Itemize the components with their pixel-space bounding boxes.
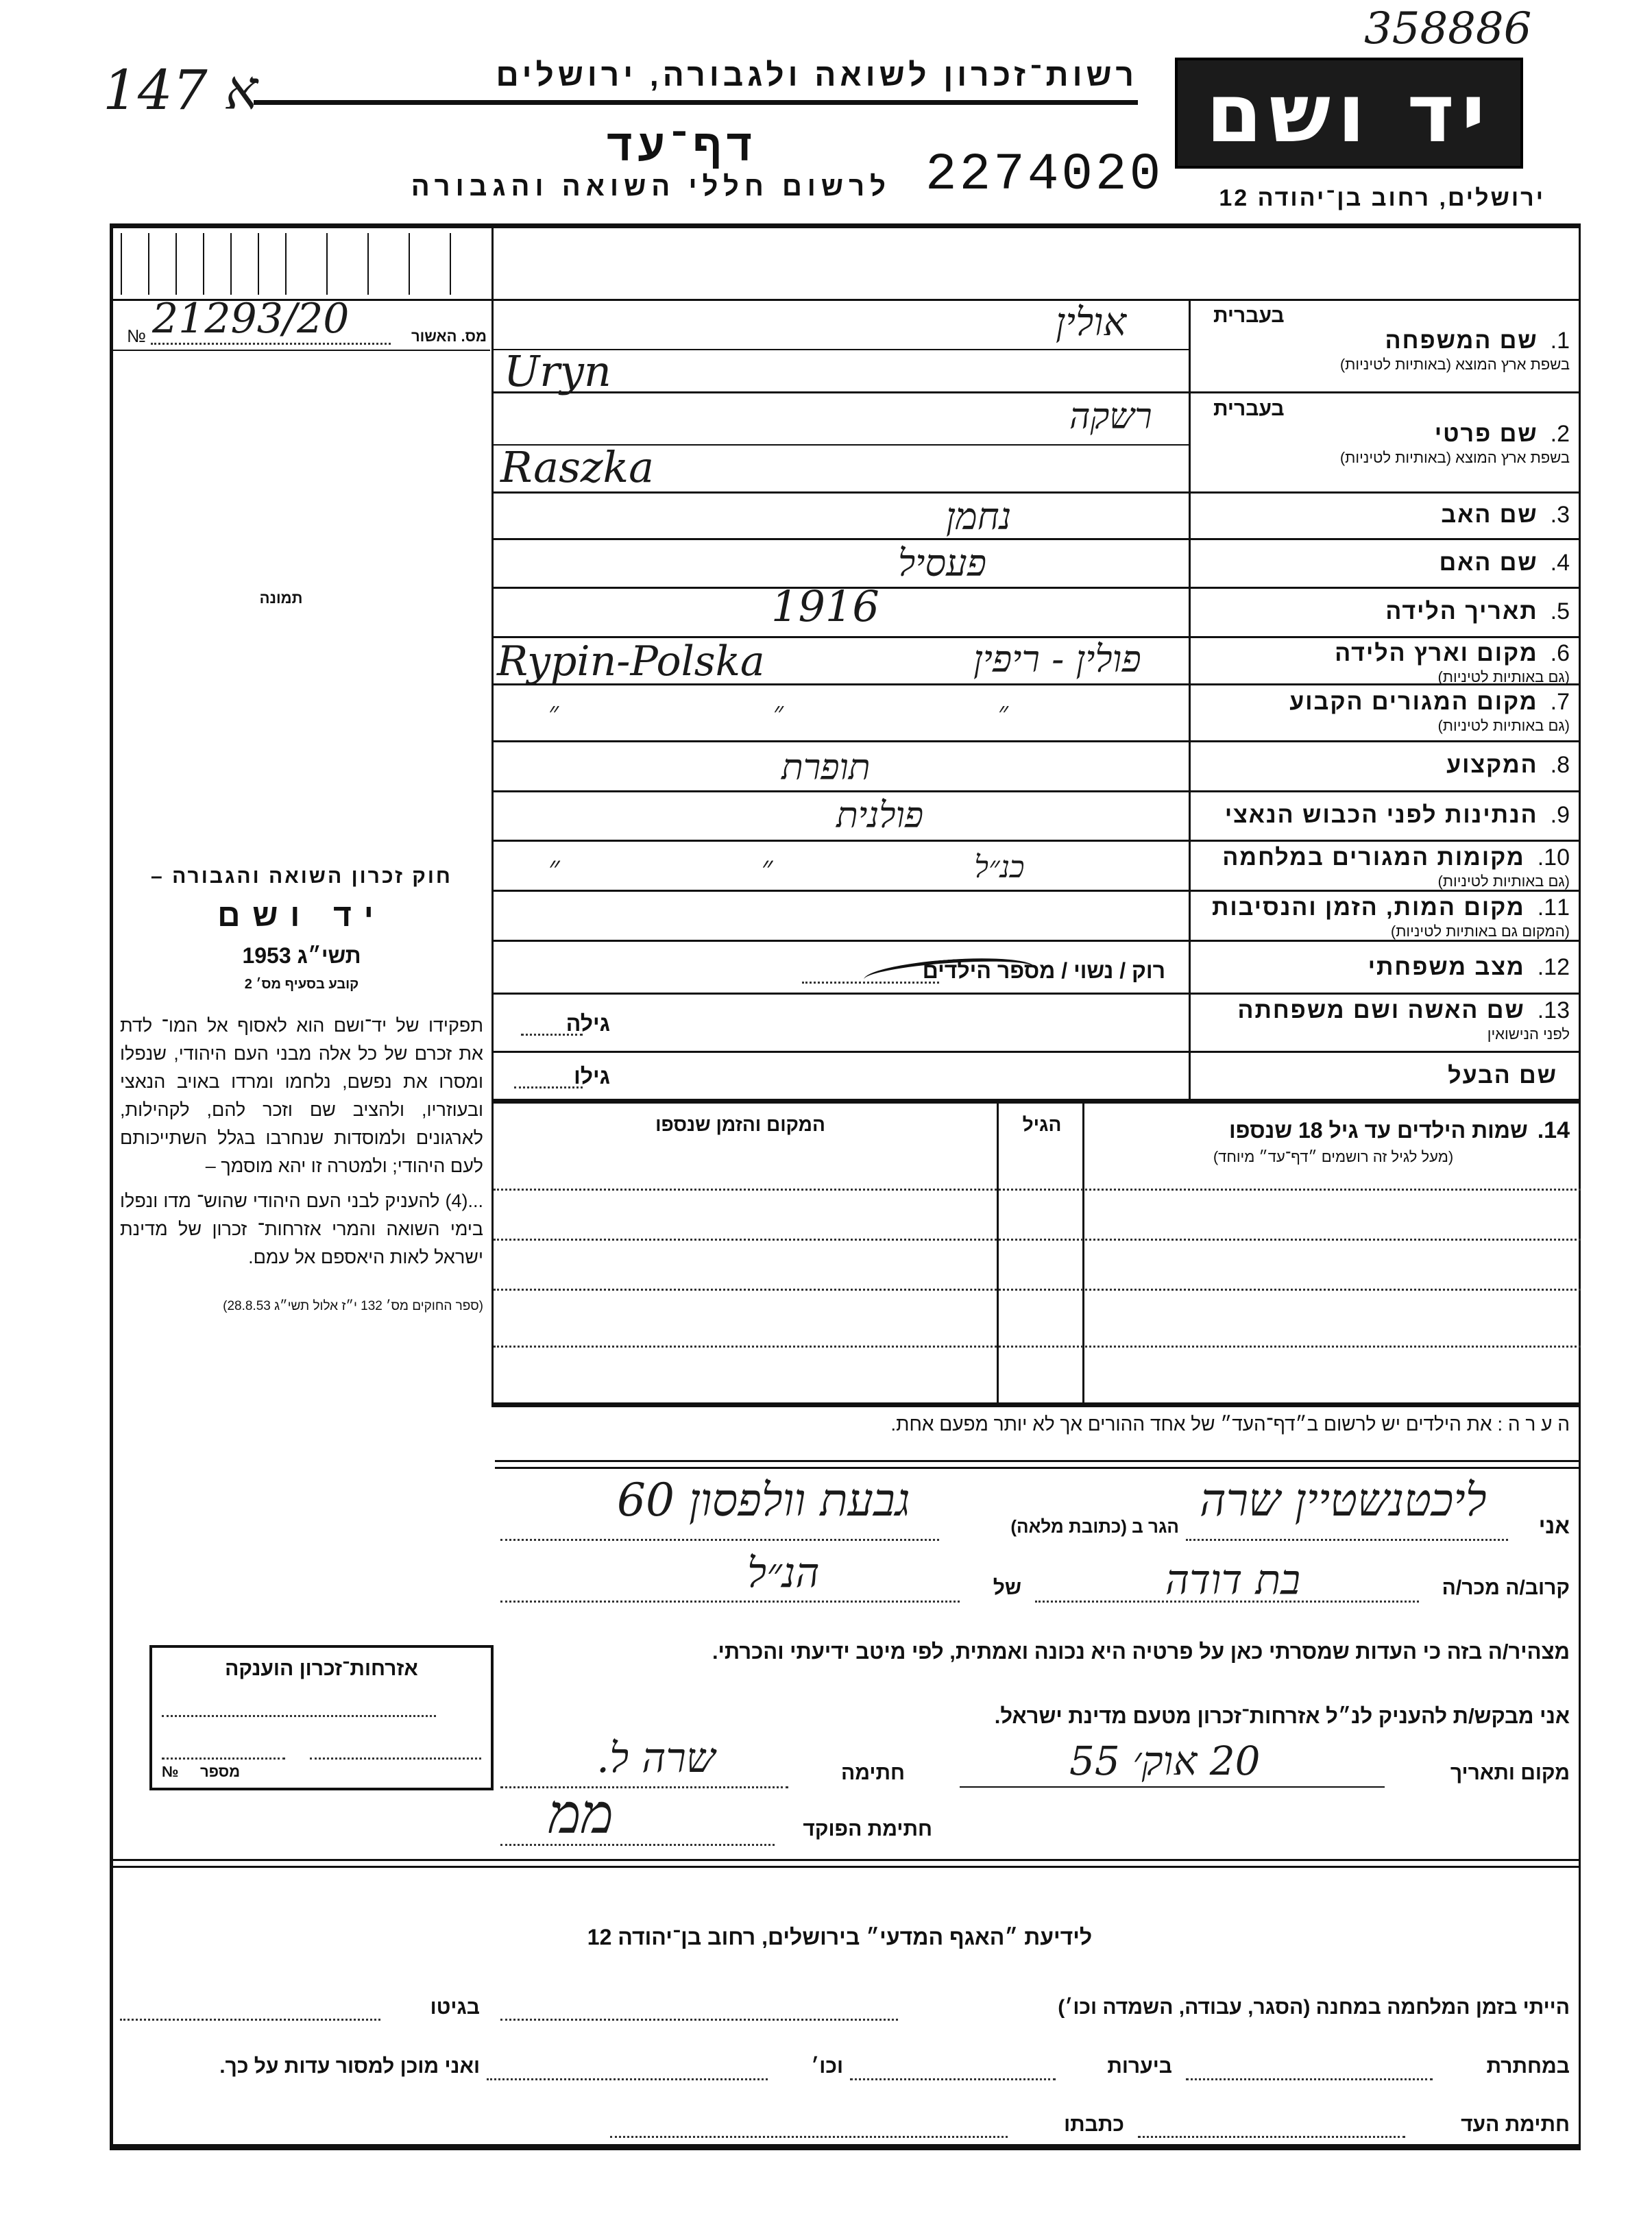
wife-age-label: גילה [566, 1011, 610, 1036]
institution-underline [254, 100, 1138, 105]
photo-label: תמונה [259, 589, 303, 607]
birth-place-hebrew[interactable]: פולין - ריפין [973, 637, 1141, 681]
witness-address-label: כתבתו [1064, 2113, 1124, 2136]
children-names-header [1097, 1117, 1570, 1166]
section-divider [110, 1866, 1581, 1868]
signature-label: חתימה [840, 1762, 905, 1784]
strip-divider [326, 233, 328, 295]
citizenship-no-sign: № [162, 1763, 179, 1780]
label-column-divider [1189, 299, 1191, 1099]
declarant-address[interactable]: גבעת וולפסון 60 [617, 1474, 910, 1527]
camp-line [500, 2019, 898, 2021]
serial-number: 2274020 [925, 145, 1164, 204]
field-label: מקום וארץ הלידה [1335, 640, 1538, 666]
row-line [491, 491, 1581, 494]
field-number: 5. [1550, 598, 1570, 624]
field-label: מקומות המגורים במלחמה [1222, 844, 1525, 871]
strip-divider [409, 233, 410, 295]
wartime-residence-value[interactable]: כנ״ל ״ ״ [548, 850, 1025, 885]
etc-line [487, 2078, 768, 2080]
address: ירושלים, רחוב בן־יהודה 12 [1219, 185, 1545, 211]
ghetto-line [120, 2019, 380, 2021]
field-number: 9. [1550, 802, 1570, 828]
witness-signature-line [1138, 2136, 1405, 2138]
margin-note: 147 א [103, 58, 258, 122]
field-sublabel: (גם באותיות לטיניות) [1437, 668, 1570, 685]
field-profession [1200, 752, 1570, 779]
field-sublabel: בשפת ארץ המוצא (באותיות לטיניות) [1339, 449, 1570, 466]
field-sublabel: לפני הנישואין [1487, 1025, 1570, 1043]
citizenship-number-label: מספר [200, 1763, 241, 1780]
logo-text: יד ושם [1206, 66, 1492, 160]
field-label: מקום המגורים הקבוע [1289, 689, 1538, 715]
profession-value[interactable]: תופרת [781, 747, 871, 788]
field-number: 8. [1550, 752, 1570, 778]
age-header: הגיל [1022, 1114, 1062, 1135]
field-birth-date [1200, 598, 1570, 625]
strip-divider [175, 233, 177, 295]
field-label: שם האב [1441, 502, 1538, 528]
first-name-hebrew[interactable]: רשקה [1069, 396, 1152, 437]
approval-row-line [113, 350, 490, 351]
strip-divider [367, 233, 369, 295]
field-number: 1. [1550, 328, 1570, 354]
testify-label: ואני מוכן למסור עדות על כך. [219, 2055, 480, 2078]
officer-signature-line [500, 1844, 775, 1846]
row-line [491, 790, 1581, 792]
declaration-statement: מצהיר/ה בזה כי העדות שמסרתי כאן על פרטיה היא נכונה ואמתית, לפי מיטב ידיעתי והכרתי. [712, 1640, 1570, 1664]
birth-place-latin[interactable]: Rypin-Polska [497, 637, 765, 685]
row-line [491, 993, 1581, 995]
approval-dotted-line [151, 343, 391, 345]
strip-divider [203, 233, 204, 295]
strip-divider [230, 233, 232, 295]
law-clause: קובע בסעיף מס׳ 2 [244, 977, 359, 992]
of-line [500, 1601, 960, 1603]
strip-divider [450, 233, 451, 295]
names-header: שמות הילדים עד גיל 18 שנספו [1228, 1118, 1528, 1143]
field-number: 14. [1537, 1117, 1570, 1143]
birth-date-value[interactable]: 1916 [771, 581, 879, 631]
law-text-2: ...(4) להעניק לבני העם היהודי שהוש־ מדו ונפלו בימי השואה והמרי אזרחות־ זכרון של מדינת ישראל לאות היאספם אל עמם. [120, 1191, 483, 1267]
law-source: (ספר החוקים מס׳ 132 י״ז אלול תשי״ג 28.8.53) [223, 1299, 483, 1313]
strip-divider [121, 233, 122, 295]
form-right-border [1579, 226, 1581, 2145]
underground-line [1186, 2078, 1433, 2080]
form-subtitle: לרשום חללי השואה והגבורה [411, 171, 891, 202]
first-name-latin[interactable]: Raszka [500, 442, 655, 492]
field-number: 7. [1550, 689, 1570, 715]
form-left-border [110, 226, 113, 2145]
underground-label: במחתרת [1486, 2055, 1570, 2078]
officer-signature-label: חתימת הפוקד [803, 1818, 932, 1840]
field-label: מקום המות, הזמן והנסיבות [1211, 895, 1525, 921]
approval-label: מס. האשור [411, 328, 487, 345]
hebrew-label: בעברית [1213, 304, 1285, 327]
field-death-place [1200, 895, 1570, 940]
children-note: ה ע ר ה : את הילדים יש לרשום ב״דף־העד״ של אחד ההורים אך לא יותר מפעם אחת. [890, 1413, 1570, 1435]
institution-name: רשות־זכרון לשואה ולגבורה, ירושלים [496, 57, 1138, 93]
law-excerpt [120, 865, 483, 1314]
citizenship-line [162, 1715, 436, 1717]
citizenship-box-title: אזרחות־זכרון הוענקה [225, 1657, 418, 1680]
camp-label: הייתי בזמן המלחמה במחנה (הסגר, עבודה, השמדה וכו׳) [1058, 1996, 1570, 2019]
law-year: תשי״ג 1953 [242, 943, 361, 968]
field-number: 2. [1550, 421, 1570, 447]
husband-age-label: גילו [574, 1064, 610, 1088]
relation-value[interactable]: בת דודה [1165, 1556, 1301, 1604]
table-divider [1082, 1101, 1084, 1402]
citizenship-box [149, 1645, 494, 1790]
i-label: אני [1538, 1513, 1570, 1538]
strip-divider [258, 233, 259, 295]
etc-label: וכו׳ [811, 2055, 843, 2078]
table-row[interactable] [494, 1239, 1581, 1241]
archive-number: 358886 [1364, 3, 1532, 54]
form-top-border [110, 223, 1581, 228]
father-name-value[interactable]: נחמן [946, 495, 1012, 538]
table-divider [997, 1101, 999, 1402]
row-line [491, 1099, 1581, 1104]
place-date-label: מקום ותאריך [1450, 1762, 1570, 1784]
yad-vashem-logo [1175, 58, 1523, 169]
row-line [491, 1051, 1581, 1053]
field-mother-name [1200, 550, 1570, 576]
field-husband-name [1200, 1062, 1570, 1089]
field-nationality [1200, 802, 1570, 829]
field-number: 6. [1550, 640, 1570, 666]
field-number: 12. [1537, 954, 1570, 980]
field-label: שם המשפחה [1385, 328, 1538, 354]
lives-in-label: הגר ב (כתובת מלאה) [1010, 1516, 1179, 1537]
field-father-name [1200, 502, 1570, 528]
wife-age-line [521, 1034, 583, 1036]
field-sublabel: (המקום גם באותיות לטיניות) [1390, 923, 1570, 940]
field-label: הנתינות לפני הכבוש הנאצי [1224, 802, 1538, 828]
family-name-latin[interactable]: Uryn [504, 346, 611, 396]
approval-no-sign: № [127, 326, 146, 346]
field-number: 13. [1537, 997, 1570, 1023]
husband-age-line [514, 1086, 583, 1088]
field-number: 3. [1550, 502, 1570, 528]
nationality-value[interactable]: פולנית [836, 795, 924, 836]
field-first-name [1200, 398, 1570, 467]
field-birth-place [1200, 640, 1570, 686]
strip-divider [285, 233, 287, 295]
row-line [491, 391, 1581, 393]
field-sublabel: (גם באותיות לטיניות) [1437, 873, 1570, 890]
declaration-top-line [495, 1460, 1581, 1462]
ghetto-label: בגיטו [430, 1996, 480, 2019]
declarant-name-line [1186, 1539, 1508, 1541]
signature-line [500, 1786, 788, 1788]
field-label: שם פרטי [1434, 421, 1538, 447]
relation-line [1035, 1601, 1419, 1603]
row-line [491, 840, 1581, 842]
left-column-divider [491, 226, 494, 1405]
field-family-name [1200, 304, 1570, 374]
field-label: המקצוע [1446, 752, 1538, 778]
place-date-line [960, 1786, 1385, 1788]
field-number: 4. [1550, 550, 1570, 576]
place-date-value[interactable]: 20 אוק׳ 55 [1069, 1738, 1261, 1784]
address-line [500, 1539, 939, 1541]
declaration-top-line [495, 1467, 1581, 1469]
form-bottom-border [110, 2144, 1581, 2150]
science-dept-title: לידיעת ״האגף המדעי״ בירושלים, רחוב בן־יהודה 12 [587, 1925, 1093, 1949]
forest-line [850, 2078, 1056, 2080]
field-marital-status [1200, 954, 1570, 981]
place-header: המקום והזמן שנספו [655, 1114, 825, 1135]
approval-number[interactable]: 21293/20 [152, 295, 350, 343]
law-title: חוק זכרון השואה והגבורה – [151, 865, 452, 888]
marital-status-options[interactable]: רוק / נשוי / מספר הילדים [922, 958, 1165, 983]
table-bottom-line [491, 1402, 1581, 1407]
table-row[interactable] [494, 1289, 1581, 1291]
field-label: שם האשה ושם משפחתה [1237, 997, 1525, 1023]
names-subheader: (מעל לגיל זה רושמים ״דף־עד״ מיוחד) [1213, 1148, 1454, 1165]
field-label: שם האם [1439, 550, 1538, 576]
table-row[interactable] [494, 1189, 1581, 1191]
field-label: שם הבעל [1448, 1062, 1557, 1088]
field-label: תאריך הלידה [1385, 598, 1538, 624]
strip-divider [148, 233, 149, 295]
form-title: דף־עד [607, 121, 757, 170]
hebrew-label: בעברית [1213, 398, 1285, 420]
declarant-signature[interactable]: שרה ל. [596, 1734, 716, 1782]
field-sublabel: בשפת ארץ המוצא (באותיות לטיניות) [1339, 356, 1570, 373]
field-number: 11. [1537, 895, 1570, 921]
declarant-name[interactable]: ליכטנשטיין שרה [1200, 1474, 1487, 1527]
table-row[interactable] [494, 1346, 1581, 1348]
field-sublabel: (גם באותיות לטיניות) [1437, 717, 1570, 734]
family-name-hebrew[interactable]: אולין [1056, 300, 1127, 345]
row-line [491, 587, 1581, 589]
of-value[interactable]: הנ״ל [747, 1549, 820, 1597]
residence-value[interactable]: ״ ״ ״ [548, 696, 1009, 728]
citizenship-line [310, 1757, 481, 1760]
forest-label: ביערות [1107, 2055, 1172, 2078]
citizenship-request: אני מבקש/ת להעניק לנ״ל אזרחות־זכרון מטעם מדינת ישראל. [994, 1704, 1570, 1728]
witness-address-line [610, 2136, 1008, 2138]
field-permanent-residence [1200, 689, 1570, 735]
field-wartime-residence [1200, 844, 1570, 890]
law-name: יד ושם [217, 897, 386, 933]
row-line [491, 538, 1581, 540]
section-divider [110, 1859, 1581, 1861]
field-wife-name [1200, 997, 1570, 1043]
relation-label: קרוב/ה מכר/ה [1442, 1577, 1570, 1599]
of-label: של [993, 1577, 1021, 1599]
field-number: 10. [1537, 844, 1570, 871]
law-text-1: תפקידו של יד־ושם הוא לאסוף אל המו־ לדת את זכרם של כל אלה מבני העם היהודי, שנפלו ומסרו את נפשם, נלחמו ומרדו באויב הנאצי ובעוזריו, ולהציב שם וזכר להם, לקהילות, לארגונים ולמוסדות שנחרבו בגלל השתייכותם לעם היהודי; ולמטרה זו יהא מוסמך – [120, 1015, 483, 1176]
citizenship-line [162, 1757, 285, 1760]
row-line [491, 740, 1581, 742]
mother-name-value[interactable]: פעסיל [898, 542, 986, 585]
officer-signature[interactable]: ממ [548, 1782, 614, 1846]
field-label: מצב משפחתי [1368, 954, 1525, 980]
witness-signature-label: חתימת העד [1461, 2113, 1570, 2136]
